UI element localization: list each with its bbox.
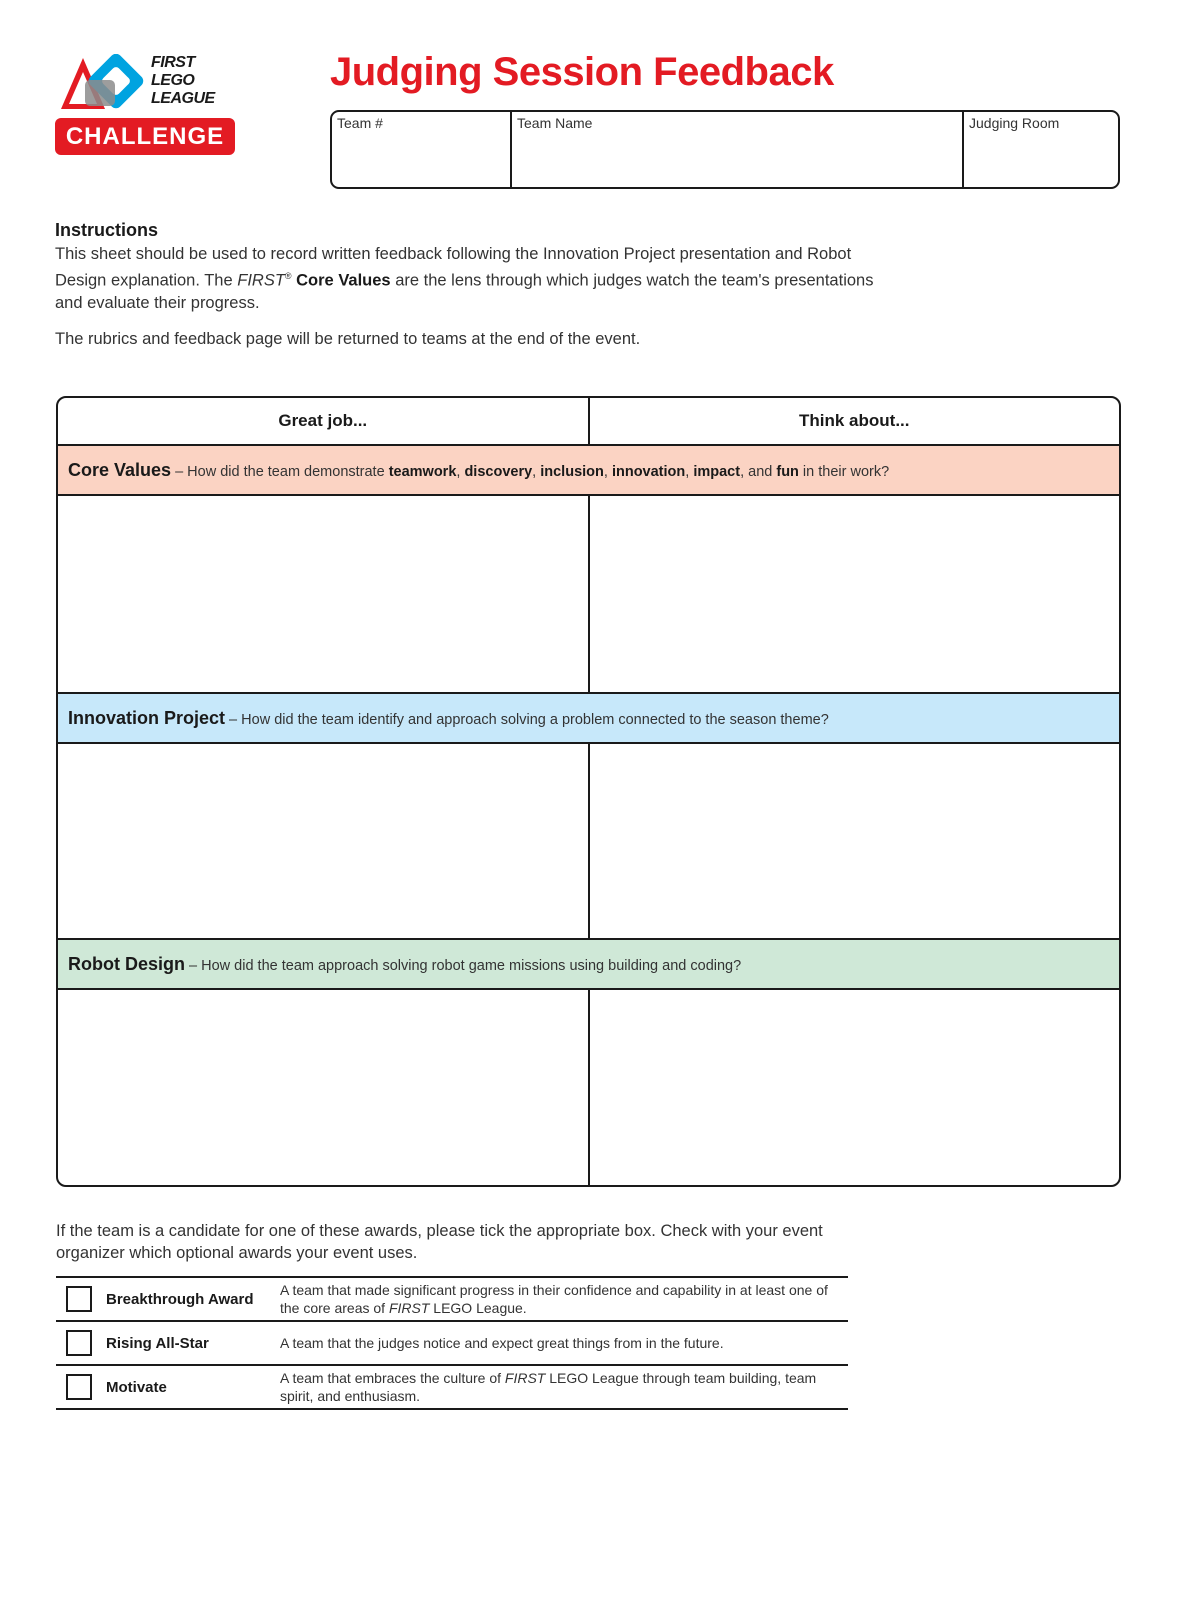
page-title: Judging Session Feedback: [330, 50, 834, 94]
logo-challenge-badge: CHALLENGE: [55, 118, 235, 155]
instructions-text: This sheet should be used to record written feedback following the Innovation Project presentation and Robot Design explanation. The FIRST® Core Values are the lens through which judges watch the team's presentations and evaluate their progress.: [55, 245, 874, 312]
team-number-label: Team #: [337, 115, 383, 131]
team-info-box: [330, 110, 1120, 189]
innovation-project-section-header: Innovation Project – How did the team identify and approach solving a problem connected to the season theme?: [58, 692, 1119, 744]
innovation-project-feedback-area: [58, 744, 1119, 938]
judging-room-label: Judging Room: [969, 115, 1060, 131]
award-name: Motivate: [106, 1378, 167, 1396]
instructions-heading: Instructions: [55, 220, 159, 240]
logo-league-text: LEAGUE: [151, 90, 215, 107]
core-values-great-job-field[interactable]: [58, 496, 588, 692]
logo-mark-icon: [55, 54, 150, 112]
feedback-table: [56, 396, 1121, 1187]
award-description: A team that the judges notice and expect great things from in the future.: [280, 1335, 724, 1351]
core-values-title: Core Values: [68, 460, 172, 480]
innovation-think-about-field[interactable]: [588, 744, 1120, 938]
award-row-motivate: [56, 1366, 848, 1410]
team-name-field[interactable]: [510, 112, 962, 187]
award-row-breakthrough: [56, 1278, 848, 1322]
award-row-rising-all-star: [56, 1322, 848, 1366]
rising-all-star-checkbox[interactable]: [66, 1330, 92, 1356]
robot-design-section-header: Robot Design – How did the team approach solving robot game missions using building and coding?: [58, 938, 1119, 990]
innovation-great-job-field[interactable]: [58, 744, 588, 938]
logo-first-text: FIRST: [151, 54, 195, 71]
team-name-label: Team Name: [517, 115, 593, 131]
award-description: A team that made significant progress in their confidence and capability in at least one of the core areas of FIRST LEGO League.: [280, 1282, 828, 1316]
team-number-field[interactable]: [332, 112, 510, 187]
breakthrough-award-checkbox[interactable]: [66, 1286, 92, 1312]
judging-room-field[interactable]: [962, 112, 1118, 187]
robot-think-about-field[interactable]: [588, 990, 1120, 1185]
table-header-row: [58, 398, 1119, 446]
robot-great-job-field[interactable]: [58, 990, 588, 1185]
award-description: A team that embraces the culture of FIRST LEGO League through team building, team spirit, and enthusiasm.: [280, 1370, 817, 1404]
innovation-project-title: Innovation Project: [68, 708, 226, 728]
logo-lego-text: LEGO: [151, 72, 195, 89]
motivate-award-checkbox[interactable]: [66, 1374, 92, 1400]
robot-design-title: Robot Design: [68, 954, 185, 974]
first-lego-league-logo: [55, 52, 237, 156]
core-values-think-about-field[interactable]: [588, 496, 1120, 692]
instructions-return-note: The rubrics and feedback page will be returned to teams at the end of the event.: [55, 330, 641, 348]
core-values-feedback-area: [58, 496, 1119, 692]
awards-intro-text: If the team is a candidate for one of these awards, please tick the appropriate box. Check with your event organizer which optional awards your event uses.: [56, 1222, 823, 1262]
awards-list: [56, 1276, 848, 1410]
award-name: Breakthrough Award: [106, 1290, 254, 1308]
core-values-section-header: Core Values – How did the team demonstrate teamwork, discovery, inclusion, innovation, impact, and fun in their work?: [58, 446, 1119, 496]
robot-design-feedback-area: [58, 990, 1119, 1185]
think-about-header: Think about...: [588, 398, 1120, 444]
award-name: Rising All-Star: [106, 1334, 209, 1352]
great-job-header: Great job...: [278, 411, 368, 430]
